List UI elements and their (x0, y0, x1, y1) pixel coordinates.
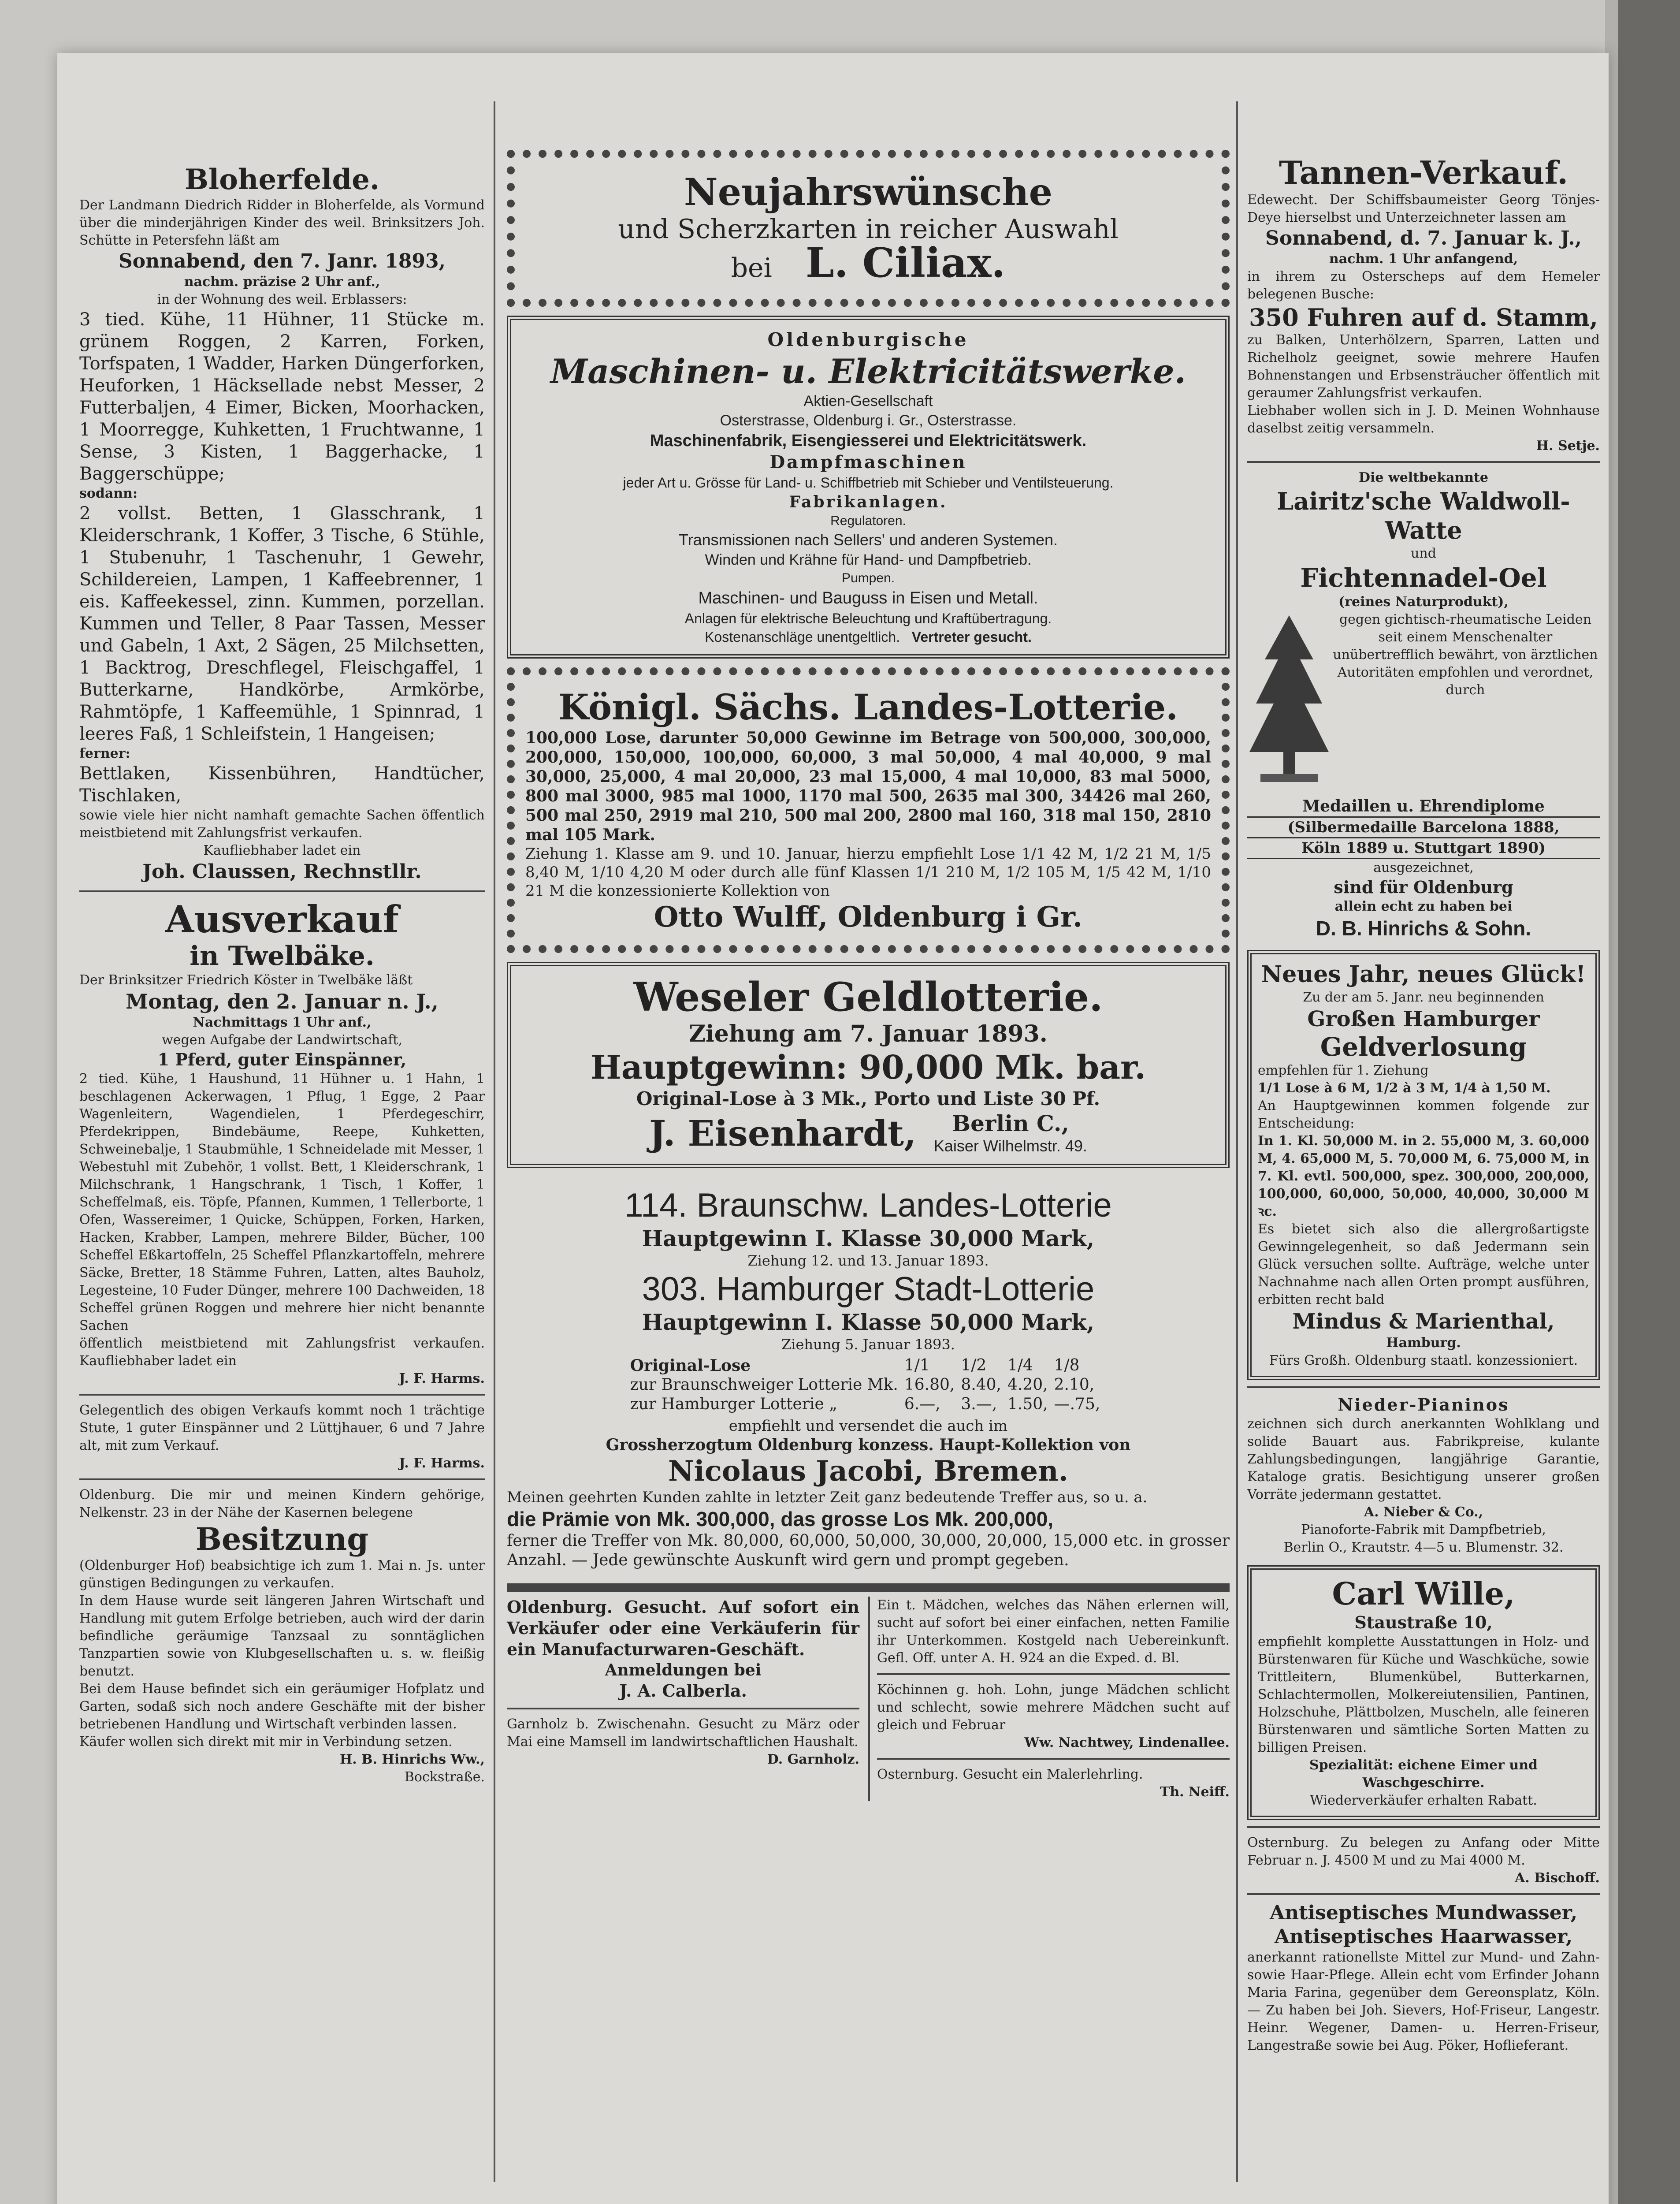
column-right (1247, 101, 1600, 2055)
ad-text: Vertreter gesucht. (911, 629, 1032, 645)
table-cell: —.75, (1054, 1395, 1100, 1413)
column-middle (507, 101, 1230, 1801)
ad-text: die Prämie von Mk. 300,000, das grosse Los Mk. 200,000, (507, 1508, 1054, 1530)
ad-text: In 1. Kl. 50,000 M. in 2. 55,000 M, 3. 60,000 M, 4. 65,000 M, 5. 70,000 M, 6. 75,000 M, in 7. Kl. evtl. 500,000, spez. 300,000, 200,000, 100,000, 60,000, 50,000, 40,000, 30,000 M ꝛc. (1258, 1133, 1589, 1219)
divider (507, 1583, 1230, 1592)
ad-text: zu Balken, Unterhölzern, Sparren, Latten und Richelholz geeignet, sowie mehrere Haufen Bohnenstangen und Erbsensträucher öffentlich mit geraumer Zahlungsfrist verkaufen. (1247, 332, 1600, 401)
ad-text: anerkannt rationellste Mittel zur Mund- und Zahn- sowie Haar-Pflege. Allein echt vom Erfinder Johann Maria Farina, gegenüber dem Gereonsplatz, Köln. — Zu haben bei Joh. Sievers, Hof-Friseur, Langestr. Heinr. Wegener, Damen- u. Herren-Friseur, Langestraße sowie bei Aug. Pöker, Hoflieferant. (1247, 1950, 1600, 2053)
ad-bloherfelde (79, 163, 485, 884)
ad-text: sind für Oldenburg (1334, 877, 1513, 897)
ad-address: Kaiser Wilhelmstr. 49. (933, 1137, 1087, 1155)
ad-text: Bei dem Hause befindet sich ein geräumiger Hofplatz und Garten, sodaß sich noch andere Geschäfte mit der bisher betriebenen Handlung und Wirtschaft verbinden lassen. (79, 1681, 485, 1732)
ad-time: Nachmittags 1 Uhr anf., (193, 1015, 372, 1030)
ad-heading: Weseler Geldlotterie. (633, 974, 1103, 1020)
ad-text: 100,000 Lose, darunter 50,000 Gewinne im Betrage von 500,000, 300,000, 200,000, 150,000, 100,000, 60,000, 3 mal 50,000, 4 mal 40,000, 9 mal 30,000, 25,000, 4 mal 20,000, 23 mal 15,000, 4 mal 10,000, 83 mal 5000, 800 mal 3000, 985 mal 1000, 1170 mal 500, 2635 mal 300, 34426 mal 260, 500 mal 250, 2919 mal 210, 500 mal 200, 2800 mal 160, 318 mal 150, 2810 mal 105 Mark. (525, 729, 1211, 844)
ad-date: Sonnabend, d. 7. Januar k. J., (1265, 227, 1582, 249)
ad-signature: Mindus & Marienthal, (1292, 1309, 1555, 1334)
fir-tree-icon (1247, 611, 1331, 796)
table-cell: 6.—, (904, 1395, 940, 1413)
ad-saechs-lotterie (507, 667, 1230, 953)
price-table (630, 1356, 1107, 1414)
ad-text: und Scherzkarten in reicher Auswahl (618, 214, 1119, 245)
divider (1247, 461, 1600, 463)
ad-text: Hauptgewinn: 90,000 Mk. bar. (590, 1049, 1146, 1087)
table-cell: 1/8 (1054, 1356, 1080, 1374)
ad-text: Transmissionen nach Sellers' und anderen Systemen. (679, 531, 1058, 549)
table-cell: 2.10, (1054, 1376, 1095, 1394)
ad-heading: Oldenburgische (767, 329, 969, 350)
ad-mundwasser (1247, 1901, 1600, 2055)
table-row (630, 1375, 1107, 1395)
ad-text: Anmeldungen bei (605, 1661, 762, 1679)
ad-text: Original-Lose à 3 Mk., Porto und Liste 30 Pf. (636, 1088, 1100, 1109)
ad-heading: Ausverkauf (165, 897, 399, 941)
ad-signature: H. B. Hinrichs Ww., (339, 1752, 485, 1767)
ad-text: Osternburg. Gesucht ein Malerlehrling. (877, 1767, 1143, 1782)
ad-address: Berlin O., Krautstr. 4—5 u. Blumenstr. 32. (1283, 1540, 1564, 1555)
ad-subheading: in Twelbäke. (190, 941, 375, 972)
ad-text: wegen Aufgabe der Landwirtschaft, (162, 1032, 402, 1048)
table-cell: 3.—, (961, 1395, 997, 1413)
ad-heading: Geldverlosung (1320, 1032, 1527, 1062)
ad-signature: A. Nieber & Co., (1364, 1504, 1483, 1520)
ad-text: (Oldenburger Hof) beabsichtige ich zum 1. Mai n. Js. unter günstigen Bedingungen zu verkaufen. (79, 1558, 485, 1591)
ad-signature: Nicolaus Jacobi, Bremen. (668, 1455, 1068, 1488)
ad-text: Meinen geehrten Kunden zahlte in letzter Zeit ganz bedeutende Treffer aus, so u. a. (507, 1489, 1148, 1506)
ad-signature: J. Eisenhardt, (649, 1113, 916, 1154)
divider (79, 890, 485, 892)
ad-heading: Großen Hamburger (1307, 1007, 1540, 1031)
ad-label: sodann: (79, 486, 138, 501)
ad-text: Anlagen für elektrische Beleuchtung und Kraftübertragung. (684, 611, 1052, 626)
ad-geldverlosung (1247, 950, 1600, 1380)
ad-text: Spezialität: eichene Eimer und Waschgeschirre. (1309, 1757, 1538, 1791)
ad-tannen-verkauf (1247, 154, 1600, 455)
table-cell: 1/4 (1007, 1356, 1033, 1374)
ad-text: Wiederverkäufer erhalten Rabatt. (1310, 1793, 1537, 1808)
ad-carl-wille (1247, 1565, 1600, 1820)
ad-jacobi-lotterie (507, 1186, 1230, 1570)
column-left (79, 101, 485, 1786)
ad-text: Ziehung 1. Klasse am 9. und 10. Januar, hierzu empfiehlt Lose 1/1 42 M, 1/2 21 M, 1/5 8,40 M, 1/10 4,20 M oder durch alle fünf Klassen 1/1 210 M, 1/2 105 M, 1/5 42 M, 1/10 21 M die konzessionierte Kollektion von (525, 845, 1211, 900)
small-ads-row (507, 1597, 1230, 1801)
ad-osternburg (1247, 1834, 1600, 1887)
ad-text: ferner die Treffer von Mk. 80,000, 60,000, 50,000, 30,000, 20,000, 15,000 etc. in grosser Anzahl. — Jede gewünschte Auskunft wird gern und prompt gegeben. (507, 1532, 1230, 1569)
ad-text: Hauptgewinn I. Klasse 50,000 Mark, (642, 1309, 1095, 1335)
ad-text: Gelegentlich des obigen Verkaufs kommt noch 1 trächtige Stute, 1 guter Einspänner und 2 Lüttjhauer, 6 und 7 Jahre alt, mit zum Verkauf. (79, 1403, 485, 1453)
ad-text: Grossherzogtum Oldenburg konzess. Haupt-Kollektion von (606, 1436, 1131, 1454)
ad-weseler-geldlotterie (507, 962, 1230, 1168)
ad-heading: Tannen-Verkauf. (1279, 154, 1568, 191)
ad-text: Der Landmann Diedrich Ridder in Bloherfelde, als Vormund über die minderjährigen Kinder des weil. Brinksitzers Joh. Schütte in Petersfehn läßt am (79, 197, 485, 248)
divider (1247, 1893, 1600, 1895)
ad-text: Maschinen- und Bauguss in Eisen und Metall. (698, 589, 1038, 607)
ad-date: Sonnabend, den 7. Janr. 1893, (119, 250, 446, 272)
ad-signature: A. Bischoff. (1515, 1870, 1600, 1886)
ad-heading: Antiseptisches Mundwasser, (1269, 1902, 1578, 1924)
ad-text: und (1411, 546, 1436, 561)
ad-text: Pianoforte-Fabrik mit Dampfbetrieb, (1301, 1522, 1546, 1538)
ad-heading: Bloherfelde. (184, 163, 380, 196)
ad-ausverkauf (79, 898, 485, 1388)
ad-items: Bettlaken, Kissenbühren, Handtücher, Tischlaken, (79, 763, 485, 806)
ad-text: Fabrikanlagen. (789, 493, 948, 511)
ad-heading: Besitzung (195, 1521, 369, 1557)
ad-text: Osternburg. Zu belegen zu Anfang oder Mitte Februar n. J. 4500 M und zu Mai 4000 M. (1247, 1835, 1600, 1868)
table-cell: Original-Lose (630, 1356, 751, 1375)
divider (79, 1394, 485, 1396)
ad-text: Fürs Großh. Oldenburg staatl. konzessioniert. (1269, 1353, 1578, 1368)
ad-items: 3 tied. Kühe, 11 Hühner, 11 Stücke m. grünem Roggen, 2 Karren, Forken, Torfspaten, 1 Wadder, Harken Düngerforken, Heuforken, 1 Häcksellade nebst Messer, 2 Futterbaljen, 4 Eimer, Bicken, Moorhacken, 1 Moorregge, Kuhketten, 1 Fruchtwanne, 1 Sense, 3 Kisten, 1 Baggerhacke, 1 Baggerschüppe; (79, 309, 485, 484)
ad-text: zeichnen sich durch anerkannten Wohlklang und solide Bauart aus. Fabrikpreise, kulante Zahlungsbedingungen, langjährige Garantie, Kataloge gratis. Besichtigung unserer großen Vorräte jedermann gestattet. (1247, 1416, 1600, 1502)
ad-date: Montag, den 2. Januar n. J., (126, 990, 439, 1013)
ad-signature: Otto Wulff, Oldenburg i Gr. (654, 901, 1083, 934)
ad-text: allein echt zu haben bei (1334, 899, 1513, 914)
ad-text: Kostenanschläge unentgeltlich. (705, 629, 900, 645)
ad-text: empfiehlt komplette Ausstattungen in Holz- und Bürstenwaren für Küche und Waschküche, sowie Trittleitern, Blumenkübel, Butterkarnen, Schlachtermollen, Molkereiutensilien, Pantinen, Holzschuhe, Plättbolzen, Muscheln, alle feineren Bürstenwaren und sämtliche Sorten Matten zu billigen Preisen. (1258, 1634, 1589, 1755)
ad-signature: D. B. Hinrichs & Sohn. (1316, 917, 1531, 940)
ad-signature: J. F. Harms. (399, 1371, 485, 1386)
ad-heading: 114. Braunschw. Landes-Lotterie (624, 1187, 1112, 1224)
ad-text: öffentlich meistbietend mit Zahlungsfrist verkaufen. Kaufliebhaber ladet ein (79, 1336, 485, 1369)
ad-text: Käufer wollen sich direkt mit mir in Verbindung setzen. (79, 1734, 453, 1750)
ad-text: ausgezeichnet, (1373, 860, 1474, 875)
ad-heading: Königl. Sächs. Landes-Lotterie. (558, 686, 1178, 728)
ad-text: empfiehlt und versendet die auch im (728, 1417, 1008, 1435)
table-row (630, 1395, 1107, 1414)
ad-address: Staustraße 10, (1354, 1612, 1493, 1632)
ad-time: nachm. präzise 2 Uhr anf., (184, 274, 380, 290)
ad-maschinenwerke (507, 316, 1230, 659)
ad-pianinos (1247, 1394, 1600, 1556)
ad-text: Maschinenfabrik, Eisengiesserei und Elektricitätswerk. (650, 432, 1087, 450)
table-cell: 4.20, (1007, 1376, 1048, 1394)
ad-text: Winden und Krähne für Hand- und Dampfbetrieb. (705, 551, 1032, 568)
ad-place: in ihrem zu Osterscheps auf dem Hemeler belegenen Busche: (1247, 269, 1600, 302)
ad-label: ferner: (79, 746, 130, 761)
ad-text: In dem Hause wurde seit längeren Jahren Wirtschaft und Handlung mit gutem Erfolge betrieben, auch wird der darin befindliche geräumige Tanzsaal zu sonntäglichen Tanzpartien sowie von Klubgesellschaften u. s. w. fleißig benutzt. (79, 1593, 485, 1679)
ad-signature: L. Ciliax. (806, 239, 1006, 287)
table-cell: 1.50, (1007, 1395, 1048, 1413)
ad-text: Oldenburg. Die mir und meinen Kindern gehörige, Nelkenstr. 23 in der Nähe der Kasernen belegene (79, 1487, 485, 1520)
ad-text: Die weltbekannte (1359, 470, 1488, 485)
ad-column-right (868, 1597, 1230, 1801)
divider (79, 1478, 485, 1480)
ad-text: jeder Art u. Grösse für Land- u. Schiffbetrieb mit Schieber und Ventilsteuerung. (623, 475, 1114, 491)
ad-signature: J. A. Calberla. (619, 1681, 747, 1701)
ad-text: (reines Naturprodukt), (1338, 594, 1509, 610)
ad-heading: Antiseptisches Haarwasser, (1274, 1925, 1573, 1948)
ad-time: nachm. 1 Uhr anfangend, (1329, 251, 1518, 267)
ad-text: Liebhaber wollen sich in J. D. Meinen Wohnhause daselbst zeitig versammeln. (1247, 403, 1600, 436)
ad-text: Ein t. Mädchen, welches das Nähen erlernen will, sucht auf sofort bei einer einfachen, netten Familie ihr Unterkommen. Kostgeld nach Uebereinkunft. Gefl. Off. unter A. H. 924 an die Exped. d. Bl. (877, 1597, 1230, 1666)
table-cell: zur Hamburger Lotterie „ (630, 1395, 837, 1413)
ad-stute (79, 1402, 485, 1472)
ad-text: Köchinnen g. hoh. Lohn, junge Mädchen schlicht und schlecht, sowie mehrere Mädchen sucht auf gleich und Februar (877, 1682, 1230, 1733)
ad-text: Zu der am 5. Janr. neu beginnenden (1303, 990, 1544, 1005)
ad-heading: Neues Jahr, neues Glück! (1261, 961, 1586, 988)
table-cell: 8.40, (961, 1376, 1001, 1394)
ad-heading: Maschinen- u. Elektricitätswerke. (550, 352, 1186, 391)
column-rule-2 (1236, 101, 1238, 2182)
ad-text: Köln 1889 u. Stuttgart 1890) (1247, 838, 1600, 859)
ad-text: Ziehung 5. Januar 1893. (781, 1336, 955, 1353)
ad-text: Dampfmaschinen (769, 452, 967, 473)
ad-highlight: 1 Pferd, guter Einspänner, (157, 1050, 407, 1069)
ad-heading: Nieder-Pianinos (1338, 1395, 1509, 1415)
ad-text: 1/1 Lose à 6 M, 1/2 à 3 M, 1/4 à 1,50 M. (1258, 1080, 1551, 1096)
column-rule-1 (494, 101, 495, 2182)
ad-heading: Neujahrswünsche (684, 170, 1053, 214)
divider (877, 1758, 1230, 1760)
ad-calberla (507, 1597, 859, 1801)
table-row (630, 1356, 1107, 1375)
table-cell: 1/1 (904, 1356, 930, 1374)
ad-signature: Joh. Claussen, Rechnstllr. (142, 860, 422, 883)
ad-text: Ziehung am 7. Januar 1893. (689, 1020, 1048, 1047)
ad-items: 2 tied. Kühe, 1 Haushund, 11 Hühner u. 1 Hahn, 1 beschlagenen Ackerwagen, 1 Pflug, 1 Egge, 2 Paar Wagenleitern, Wagendielen, 1 Pferdegeschirr, Pferdekrippen, Bindebäume, Reepe, Kuhketten, Schweinebalje, 1 Staubmühle, 1 Schneidelade mit Messer, 1 Webestuhl mit Zubehör, 1 vollst. Bett, 1 Kleiderschrank, 1 Milchschrank, 1 Hangschrank, 1 Tisch, 1 Koffer, 1 Scheffelmaß, eis. Töpfe, Pfannen, Kummen, 1 Tellerborte, 1 Ofen, Wassereimer, 1 Quicke, Schüppen, Forken, Harken, Hacken, Krabber, Lampen, mehrere Bilder, Bücher, 100 Scheffel Eßkartoffeln, 25 Scheffel Pflanzkartoffeln, mehrere Säcke, Bretter, 18 Stämme Fuhren, Latten, altes Bauholz, Legesteine, 10 Fuder Dünger, mehrere 100 Dachweiden, 18 Scheffel grünen Roggen und mehrere hier nicht benannte Sachen (79, 1071, 485, 1333)
ad-text: sowie viele hier nicht namhaft gemachte Sachen öffentlich meistbietend mit Zahlungsfrist verkaufen. (79, 808, 485, 841)
ad-signature: D. Garnholz. (767, 1752, 859, 1767)
ad-city: Hamburg. (1386, 1335, 1461, 1351)
ad-text: An Hauptgewinnen kommen folgende zur Entscheidung: (1258, 1098, 1589, 1131)
ad-text: Edewecht. Der Schiffsbaumeister Georg Tönjes-Deye hierselbst und Unterzeichneter lassen am (1247, 192, 1600, 225)
ad-text: Osterstrasse, Oldenburg i. Gr., Osterstrasse. (720, 412, 1017, 429)
ad-text: Ziehung 12. und 13. Januar 1893. (747, 1252, 989, 1269)
ad-text: empfehlen für 1. Ziehung (1258, 1063, 1429, 1078)
ad-neujahrswuensche (507, 150, 1230, 307)
ad-city: Berlin C., (952, 1110, 1069, 1136)
ad-text: Regulatoren. (830, 514, 906, 528)
table-cell: 1/2 (961, 1356, 987, 1374)
ad-besitzung (79, 1486, 485, 1786)
ad-highlight: 350 Fuhren auf d. Stamm, (1249, 303, 1598, 331)
ad-heading: 303. Hamburger Stadt-Lotterie (642, 1270, 1095, 1308)
ad-text: Es bietet sich also die allergroßartigste Gewinngelegenheit, so daß Jedermann sein Glück versuchen sollte. Aufträge, welche unter Nachnahme nach allen Orten prompt ausführen, erbitten recht bald (1258, 1221, 1589, 1307)
ad-text: Hauptgewinn I. Klasse 30,000 Mark, (642, 1225, 1095, 1251)
ad-text: Oldenburg. Gesucht. Auf sofort ein Verkäufer oder eine Verkäuferin für ein Manufacturwaren-Geschäft. (507, 1597, 859, 1659)
ad-address: Bockstraße. (404, 1769, 485, 1785)
divider (1247, 1386, 1600, 1388)
ad-text: Garnholz b. Zwischenahn. Gesucht zu März oder Mai eine Mamsell im landwirtschaftlichen Haushalt. (507, 1716, 859, 1750)
ad-text: Pumpen. (841, 571, 895, 585)
table-cell: zur Braunschweiger Lotterie Mk. (630, 1376, 898, 1394)
ad-text: gegen gichtisch-rheumatische Leiden seit einem Menschenalter unübertrefflich bewährt, von ärztlichen Autoritäten empfohlen und verordnet, durch (1333, 612, 1598, 698)
divider (1247, 1826, 1600, 1828)
ad-text: Medaillen u. Ehrendiplome (1302, 797, 1545, 815)
ad-text: Kaufliebhaber ladet ein (203, 843, 361, 858)
ad-signature: Ww. Nachtwey, Lindenallee. (1024, 1735, 1230, 1750)
ad-text: Der Brinksitzer Friedrich Köster in Twelbäke läßt (79, 972, 413, 988)
ad-signature: Th. Neiff. (1160, 1784, 1230, 1800)
ad-text: Aktien-Gesellschaft (803, 393, 933, 410)
ad-signature: H. Setje. (1536, 438, 1600, 454)
ad-heading: Lairitz'sche Waldwoll-Watte (1277, 487, 1570, 544)
ad-text: bei (731, 253, 772, 283)
ad-signature: J. F. Harms. (399, 1456, 485, 1471)
page-edge (1618, 0, 1680, 2204)
ad-place: in der Wohnung des weil. Erblassers: (157, 292, 407, 307)
table-cell: 16.80, (904, 1376, 955, 1394)
ad-heading: Fichtennadel-Oel (1300, 563, 1547, 593)
ad-text: (Silbermedaille Barcelona 1888, (1247, 816, 1600, 838)
ad-heading: Carl Wille, (1332, 1575, 1515, 1612)
ad-items: 2 vollst. Betten, 1 Glasschrank, 1 Kleiderschrank, 1 Koffer, 3 Tische, 6 Stühle, 1 Stubenuhr, 1 Taschenuhr, 1 Gewehr, Schildereien, Lampen, 1 Kaffeebrenner, 1 eis. Kaffeekessel, zinn. Kummen, porzellan. Kummen und Teller, 8 Paar Tassen, Messer und Gabeln, 1 Axt, 2 Sägen, 25 Milchsetten, 1 Backtrog, Dreschflegel, Fleischgaffel, 1 Butterkarne, Handkörbe, Armkörbe, Rahmtöpfe, 1 Kaffeemühle, 1 Spinnrad, 1 leeres Faß, 1 Schleifstein, 1 Hangeisen; (79, 503, 485, 744)
ad-waldwoll-watte (1247, 469, 1600, 941)
divider (507, 1708, 859, 1709)
divider (877, 1673, 1230, 1675)
